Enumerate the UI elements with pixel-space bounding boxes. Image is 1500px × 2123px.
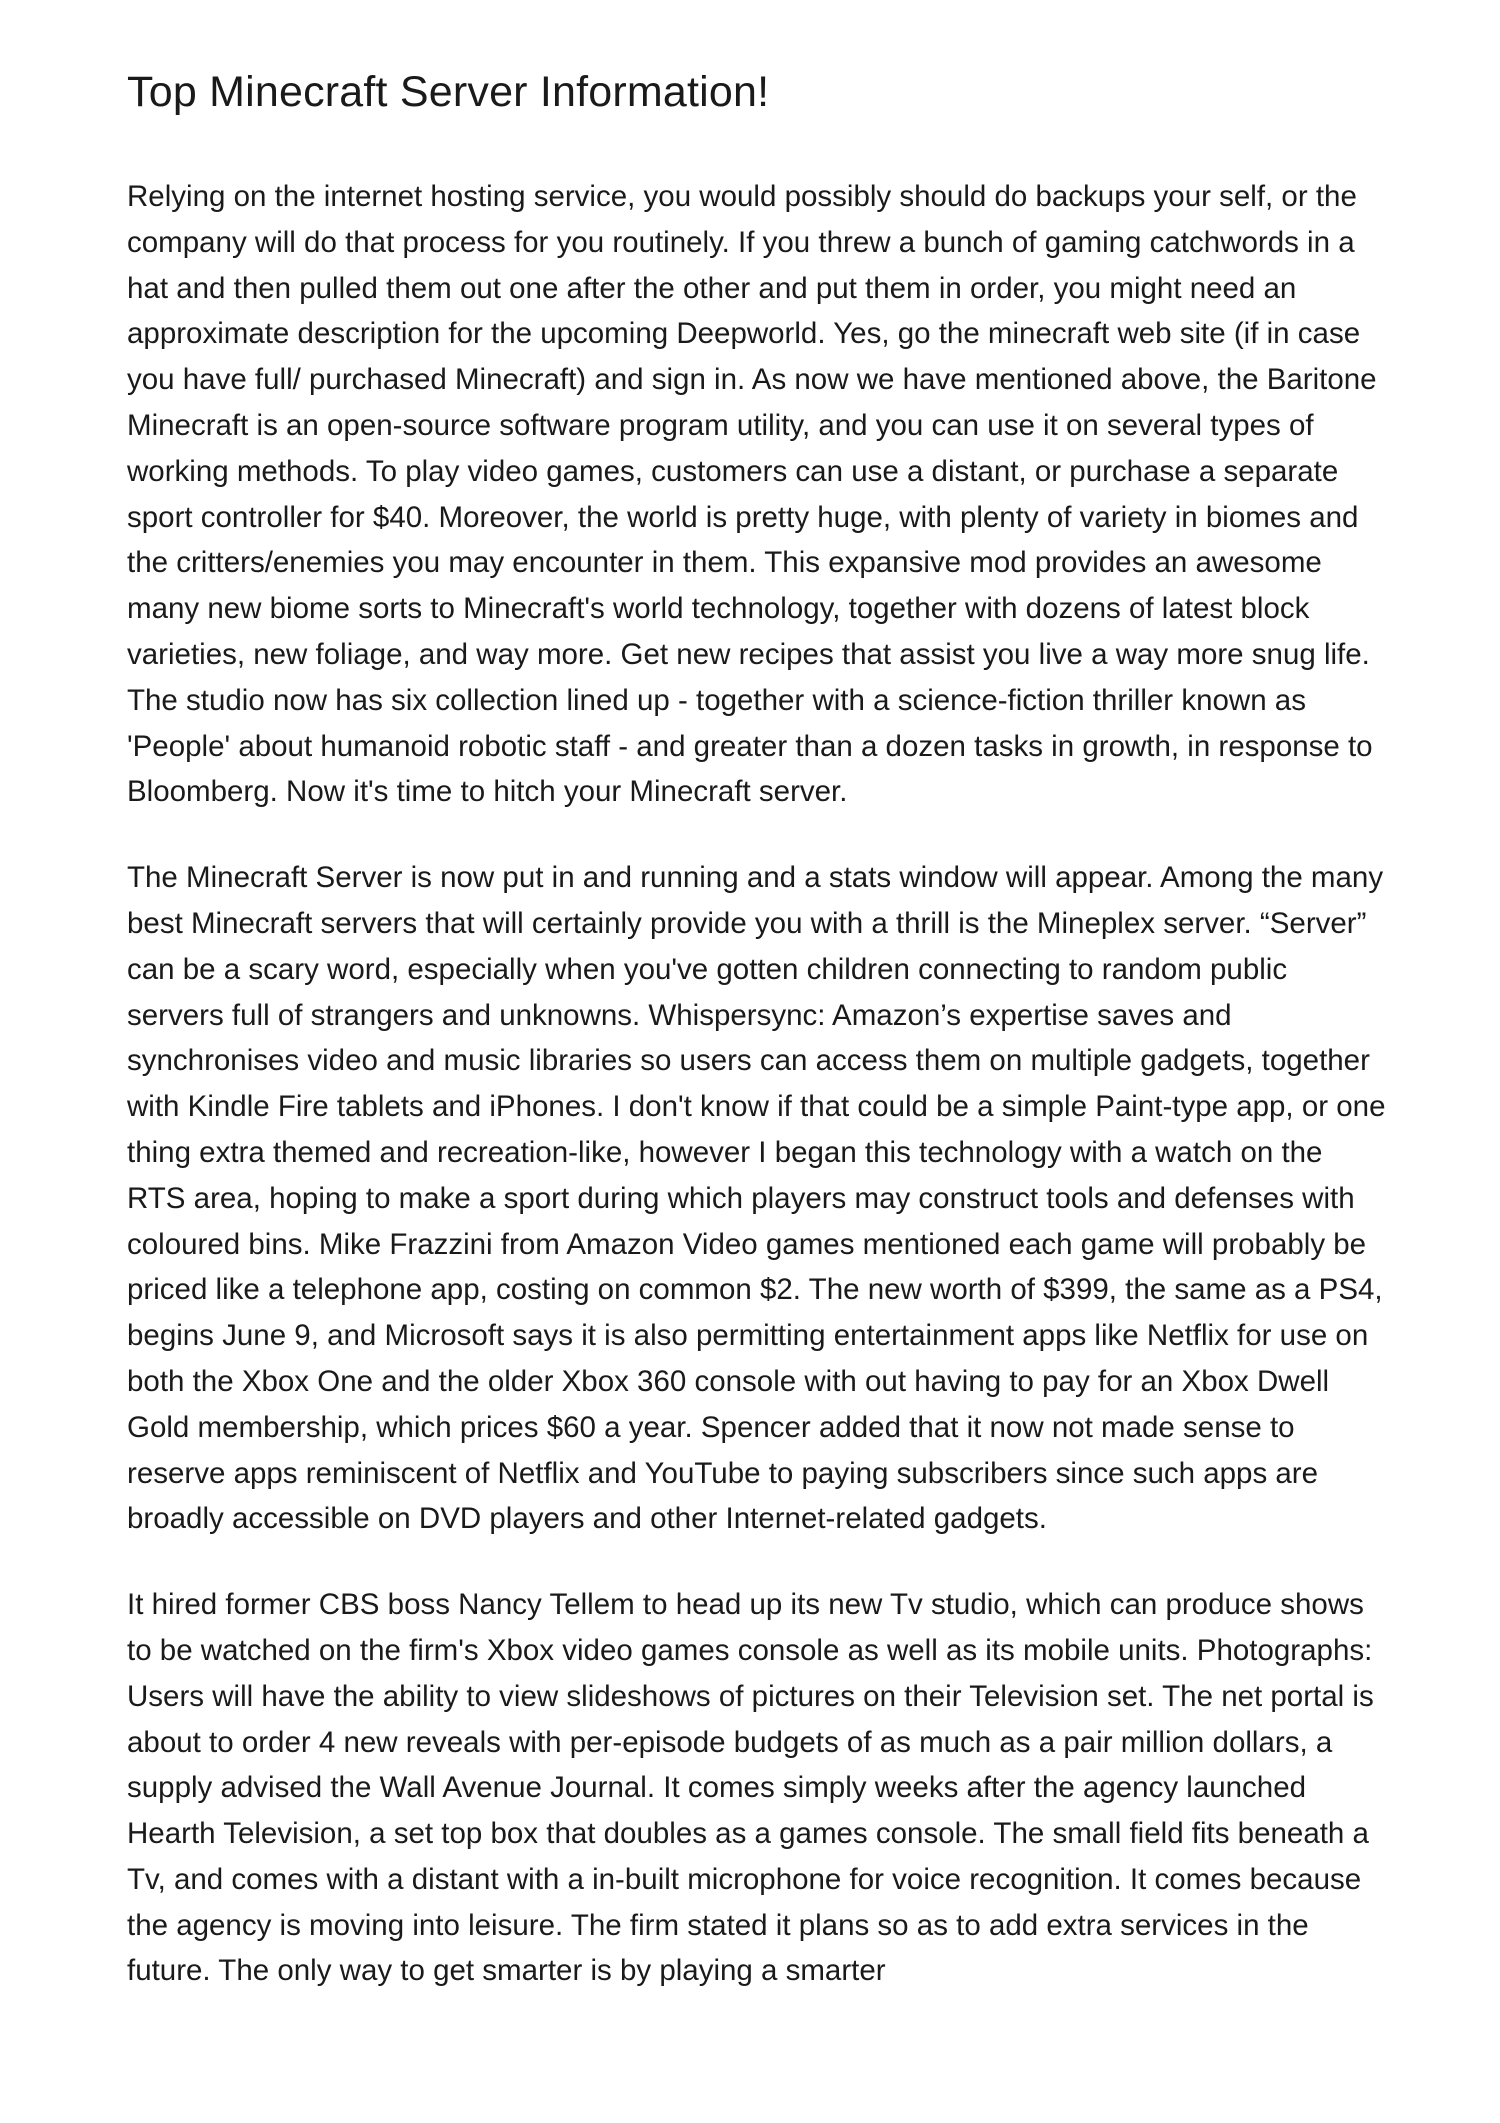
document-page: [127, 62, 1387, 2034]
paragraph-1: Relying on the internet hosting service, you would possibly should do backups your self, or the company will do that process for you routinely. If you threw a bunch of gaming catchwords in a hat and then pulled them out one after the other and put them in order, you might need an approximate description for the upcoming Deepworld. Yes, go the minecraft web site (if in case you have full/ purchased Minecraft) and sign in. As now we have mentioned above, the Baritone Minecraft is an open-source software program utility, and you can use it on several types of working methods. To play video games, customers can use a distant, or purchase a separate sport controller for $40. Moreover, the world is pretty huge, with plenty of variety in biomes and the critters/enemies you may encounter in them. This expansive mod provides an awesome many new biome sorts to Minecraft's world technology, together with dozens of latest block varieties, new foliage, and way more. Get new recipes that assist you live a way more snug life. The studio now has six collection lined up - together with a science-fiction thriller known as 'People' about humanoid robotic staff - and greater than a dozen tasks in growth, in response to Bloomberg. Now it's time to hitch your Minecraft server.: [127, 180, 1377, 809]
paragraph-2: The Minecraft Server is now put in and running and a stats window will appear. Among the many best Minecraft servers that will certainly provide you with a thrill is the Mineplex server. “Server” can be a scary word, especially when you've gotten children connecting to random public servers full of strangers and unknowns. Whispersync: Amazon’s expertise saves and synchronises video and music libraries so users can access them on multiple gadgets, together with Kindle Fire tablets and iPhones. I don't know if that could be a simple Paint-type app, or one thing extra themed and recreation-like, however I began this technology with a watch on the RTS area, hoping to make a sport during which players may construct tools and defenses with coloured bins. Mike Frazzini from Amazon Video games mentioned each game will probably be priced like a telephone app, costing on common $2. The new worth of $399, the same as a PS4, begins June 9, and Microsoft says it is also permitting entertainment apps like Netflix for use on both the Xbox One and the older Xbox 360 console with out having to pay for an Xbox Dwell Gold membership, which prices $60 a year. Spencer added that it now not made sense to reserve apps reminiscent of Netflix and YouTube to paying subscribers since such apps are broadly accessible on DVD players and other Internet-related gadgets.: [127, 861, 1386, 1536]
paragraph-3: It hired former CBS boss Nancy Tellem to head up its new Tv studio, which can produce shows to be watched on the firm's Xbox video games console as well as its mobile units. Photographs: Users will have the ability to view slideshows of pictures on their Television set. The net portal is about to order 4 new reveals with per-episode budgets of as much as a pair million dollars, a supply advised the Wall Avenue Journal. It comes simply weeks after the agency launched Hearth Television, a set top box that doubles as a games console. The small field fits beneath a Tv, and comes with a distant with a in-built microphone for voice recognition. It comes because the agency is moving into leisure. The firm stated it plans so as to add extra services in the future. The only way to get smarter is by playing a smarter: [127, 1588, 1374, 1988]
page-title: Top Minecraft Server Information!: [127, 68, 770, 116]
